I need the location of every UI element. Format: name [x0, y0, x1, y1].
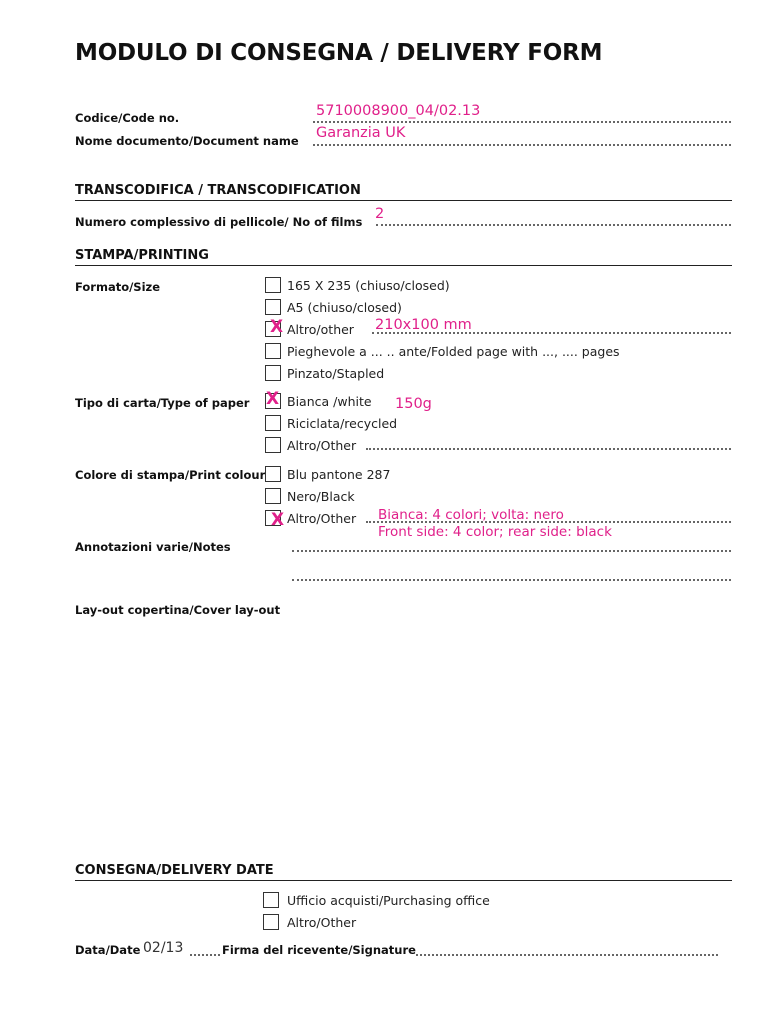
- date-value[interactable]: 02/13: [143, 940, 184, 956]
- paper-other-dotted-line: [366, 448, 731, 450]
- size-label: Formato/Size: [75, 280, 161, 294]
- colour-value-line1[interactable]: Bianca: 4 colori; volta: nero: [378, 507, 564, 523]
- code-dotted-line: [313, 121, 731, 123]
- docname-value[interactable]: Garanzia UK: [316, 125, 406, 141]
- paper-value[interactable]: 150g: [395, 396, 432, 412]
- films-value[interactable]: 2: [375, 206, 385, 222]
- delivery-purchasing-label: Ufficio acquisti/Purchasing office: [287, 893, 490, 908]
- colour-blue-label: Blu pantone 287: [287, 467, 391, 482]
- size-other-check-mark: X: [270, 317, 284, 337]
- cover-layout-label: Lay-out copertina/Cover lay-out: [75, 603, 281, 617]
- size-stapled-checkbox[interactable]: [265, 365, 281, 381]
- size-other-label: Altro/other: [287, 322, 354, 337]
- paper-white-check-mark: X: [266, 389, 280, 409]
- size-a5-label: A5 (chiuso/closed): [287, 300, 402, 315]
- size-165-label: 165 X 235 (chiuso/closed): [287, 278, 450, 293]
- colour-value-line2[interactable]: Front side: 4 color; rear side: black: [378, 524, 612, 540]
- size-165-checkbox[interactable]: [265, 277, 281, 293]
- size-folded-checkbox[interactable]: [265, 343, 281, 359]
- paper-recycled-checkbox[interactable]: [265, 415, 281, 431]
- notes-label: Annotazioni varie/Notes: [75, 540, 231, 554]
- notes-line-1[interactable]: [292, 550, 731, 552]
- size-a5-checkbox[interactable]: [265, 299, 281, 315]
- paper-other-label: Altro/Other: [287, 438, 357, 453]
- colour-other-check-mark: X: [271, 510, 285, 530]
- paper-label: Tipo di carta/Type of paper: [75, 396, 250, 410]
- page-title: MODULO DI CONSEGNA / DELIVERY FORM: [75, 40, 603, 66]
- delivery-heading: CONSEGNA/DELIVERY DATE: [75, 863, 274, 878]
- colour-black-label: Nero/Black: [287, 489, 355, 504]
- docname-dotted-line: [313, 144, 731, 146]
- notes-line-2[interactable]: [292, 579, 731, 581]
- colour-label: Colore di stampa/Print colour: [75, 468, 266, 482]
- delivery-other-label: Altro/Other: [287, 915, 357, 930]
- delivery-purchasing-checkbox[interactable]: [263, 892, 279, 908]
- colour-black-checkbox[interactable]: [265, 488, 281, 504]
- delivery-rule: [75, 880, 732, 881]
- printing-rule: [75, 265, 732, 266]
- size-other-value[interactable]: 210x100 mm: [375, 317, 472, 333]
- transcoding-rule: [75, 200, 732, 201]
- date-label: Data/Date: [75, 943, 141, 957]
- code-label: Codice/Code no.: [75, 111, 180, 125]
- signature-dotted-line[interactable]: [416, 954, 718, 956]
- size-folded-label: Pieghevole a ... .. ante/Folded page with ..., .... pages: [287, 344, 620, 359]
- transcoding-heading: TRANSCODIFICA / TRANSCODIFICATION: [75, 183, 361, 198]
- size-stapled-label: Pinzato/Stapled: [287, 366, 385, 381]
- docname-label: Nome documento/Document name: [75, 134, 299, 148]
- code-value[interactable]: 5710008900_04/02.13: [316, 103, 481, 119]
- films-dotted-line: [376, 224, 731, 226]
- colour-other-label: Altro/Other: [287, 511, 357, 526]
- films-label: Numero complessivo di pellicole/ No of films: [75, 215, 363, 229]
- colour-blue-checkbox[interactable]: [265, 466, 281, 482]
- date-dotted-line: [190, 954, 220, 956]
- signature-label: Firma del ricevente/Signature: [222, 943, 416, 957]
- delivery-other-checkbox[interactable]: [263, 914, 279, 930]
- paper-recycled-label: Riciclata/recycled: [287, 416, 398, 431]
- paper-white-label: Bianca /white: [287, 394, 372, 409]
- paper-other-checkbox[interactable]: [265, 437, 281, 453]
- printing-heading: STAMPA/PRINTING: [75, 248, 209, 263]
